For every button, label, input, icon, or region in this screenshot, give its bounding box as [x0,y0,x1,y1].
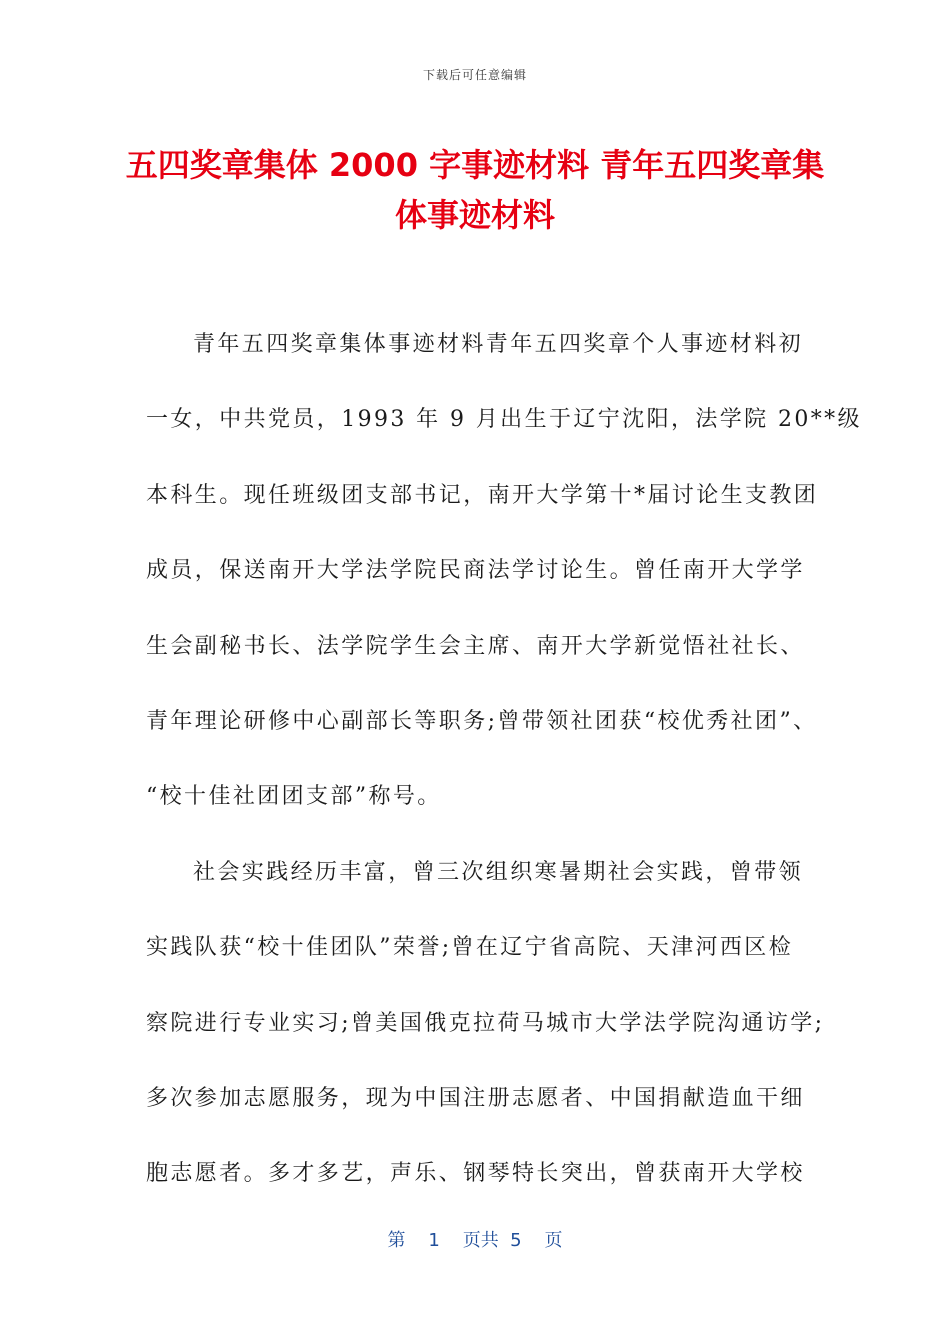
paragraph-line: 青年理论研修中心副部长等职务;曾带领社团获“校优秀社团”、 [146,708,818,734]
paragraph-line: 本科生。现任班级团支部书记，南开大学第十*届讨论生支教团 [146,482,819,508]
paragraph-line: 青年五四奖章集体事迹材料青年五四奖章个人事迹材料初 [193,332,804,357]
current-page-number: 1 [428,1230,440,1251]
paragraph-line: “校十佳社团团支部”称号。 [146,784,442,810]
paragraph-line: 生会副秘书长、法学院学生会主席、南开大学新觉悟社社长、 [146,633,805,659]
paragraph-line: 察院进行专业实习;曾美国俄克拉荷马城市大学法学院沟通访学; [146,1010,825,1036]
document-title: 五四奖章集体 2000 字事迹材料 青年五四奖章集体事迹材料 [125,146,825,234]
page-footer [0,1226,950,1252]
document-body [146,320,862,1225]
paragraph-line: 多次参加志愿服务，现为中国注册志愿者、中国捐献造血干细 [146,1085,805,1111]
paragraph-line: 成员，保送南开大学法学院民商法学讨论生。曾任南开大学学 [146,558,805,584]
paragraph-line: 胞志愿者。多才多艺，声乐、钢琴特长突出，曾获南开大学校 [146,1161,805,1187]
paragraph-line: 一女，中共党员，1993 年 9 月出生于辽宁沈阳，法学院 20**级 [146,407,862,433]
paragraph-line: 实践队获“校十佳团队”荣誉;曾在辽宁省高院、天津河西区检 [146,935,794,961]
header-note: 下载后可任意编辑 [422,68,527,82]
footer-prefix: 第 [387,1230,406,1251]
footer-middle: 页共 [462,1230,499,1251]
paragraph-line: 社会实践经历丰富，曾三次组织寒暑期社会实践，曾带领 [193,859,804,885]
total-page-count: 5 [510,1230,522,1251]
footer-suffix: 页 [544,1230,563,1251]
